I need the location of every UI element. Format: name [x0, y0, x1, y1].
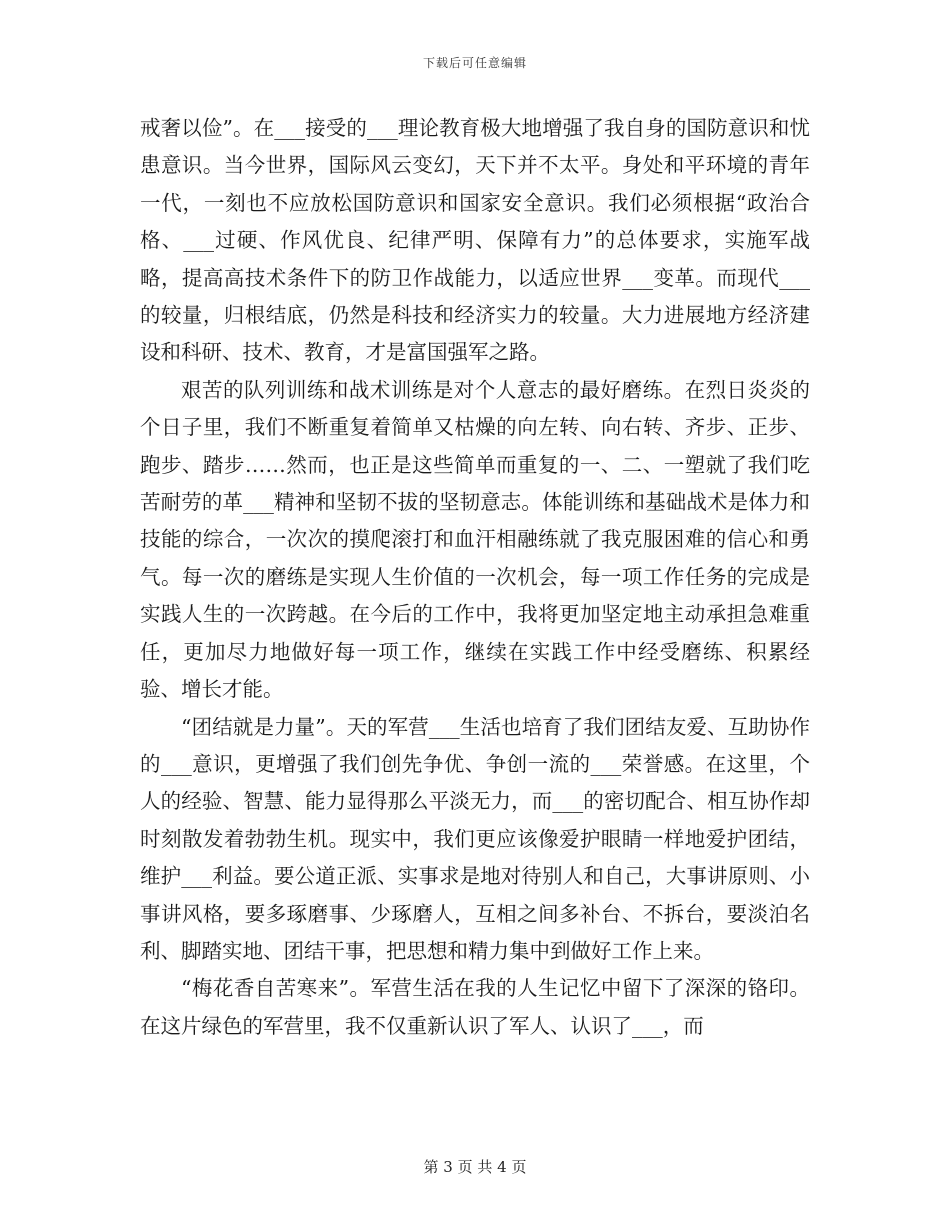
paragraph-3: “团结就是力量”。天的军营___生活也培育了我们团结友爱、互助协作的___意识，更增强了我们创先争优、争创一流的___荣誉感。在这里，个人的经验、智慧、能力显得那么平淡无力，而___的密切配合、相互协作却时刻散发着勃勃生机。现实中，我们更应该像爱护眼睛一样地爱护团结，维护___利益。要公道正派、实事求是地对待别人和自己，大事讲原则、小事讲风格，要多琢磨事、少琢磨人，互相之间多补台、不拆台，要淡泊名利、脚踏实地、团结干事，把思想和精力集中到做好工作上来。 — [140, 714, 810, 963]
page-header: 下载后可任意编辑 — [422, 56, 527, 70]
paragraph-2: 艰苦的队列训练和战术训练是对个人意志的最好磨练。在烈日炎炎的个日子里，我们不断重复着简单又枯燥的向左转、向右转、齐步、正步、跑步、踏步……然而，也正是这些简单而重复的一、二、一塑就了我们吃苦耐劳的革___精神和坚韧不拔的坚韧意志。体能训练和基础战术是体力和技能的综合，一次次的摸爬滚打和血汗相融练就了我克服困难的信心和勇气。每一次的磨练是实现人生价值的一次机会，每一项工作任务的完成是实践人生的一次跨越。在今后的工作中，我将更加坚定地主动承担急难重任，更加尽力地做好每一项工作，继续在实践工作中经受磨练、积累经验、增长才能。 — [140, 377, 810, 702]
paragraph-4: “梅花香自苦寒来”。军营生活在我的人生记忆中留下了深深的铬印。在这片绿色的军营里，我不仅重新认识了军人、认识了___，而 — [140, 976, 810, 1038]
document-body — [140, 110, 810, 1045]
paragraph-1: 戒奢以俭”。在___接受的___理论教育极大地增强了我自身的国防意识和忧患意识。当今世界，国际风云变幻，天下并不太平。身处和平环境的青年一代，一刻也不应放松国防意识和国家安全意识。我们必须根据“政治合格、___过硬、作风优良、纪律严明、保障有力”的总体要求，实施军战略，提高高技术条件下的防卫作战能力，以适应世界___变革。而现代___的较量，归根结底，仍然是科技和经济实力的较量。大力进展地方经济建设和科研、技术、教育，才是富国强军之路。 — [140, 116, 810, 365]
page-footer: 第 3 页 共 4 页 — [423, 1158, 527, 1176]
